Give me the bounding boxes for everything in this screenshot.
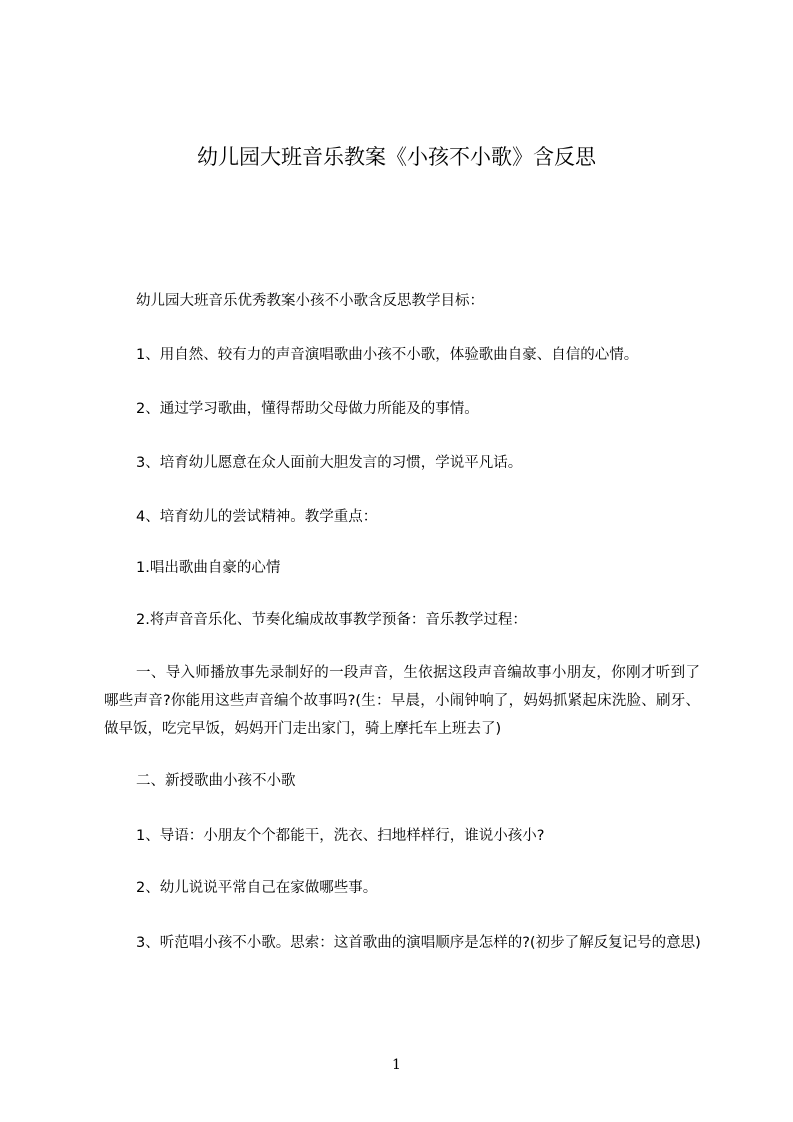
page-number: 1 — [392, 1057, 401, 1073]
paragraph-key-point-1: 1.唱出歌曲自豪的心情 — [136, 560, 281, 576]
paragraph-substep-2: 2、幼儿说说平常自己在家做哪些事。 — [136, 880, 378, 896]
paragraph-objective-3: 3、培育幼儿愿意在众人面前大胆发言的习惯，学说平凡话。 — [136, 455, 523, 471]
paragraph-substep-1: 1、导语：小朋友个个都能干，洗衣、扫地样样行，谁说小孩小? — [136, 828, 545, 844]
document-title: 幼儿园大班音乐教案《小孩不小歌》含反思 — [197, 145, 596, 169]
paragraph-substep-3: 3、听范唱小孩不小歌。思索：这首歌曲的演唱顺序是怎样的?(初步了解反复记号的意思) — [136, 935, 701, 951]
paragraph-step-new-song: 二、新授歌曲小孩不小歌 — [136, 773, 296, 789]
paragraph-objective-2: 2、通过学习歌曲，懂得帮助父母做力所能及的事情。 — [136, 401, 479, 417]
paragraph-objective-4: 4、培育幼儿的尝试精神。教学重点： — [136, 509, 378, 525]
paragraph-step-introduction: 一、导入师播放事先录制好的一段声音，生依据这段声音编故事小朋友，你刚才听到了哪些声音?你能用这些声音编个故事吗?(生：早晨，小闹钟响了，妈妈抓紧起床洗脸、刷牙、做早饭，吃完早饭，妈妈开门走出家门，骑上摩托车上班去了) — [104, 665, 700, 737]
paragraph-objective-1: 1、用自然、较有力的声音演唱歌曲小孩不小歌，体验歌曲自豪、自信的心情。 — [136, 347, 639, 363]
paragraph-key-point-2: 2.将声音音乐化、节奏化编成故事教学预备：音乐教学过程： — [136, 612, 527, 628]
paragraph-objectives-heading: 幼儿园大班音乐优秀教案小孩不小歌含反思教学目标： — [136, 293, 484, 309]
